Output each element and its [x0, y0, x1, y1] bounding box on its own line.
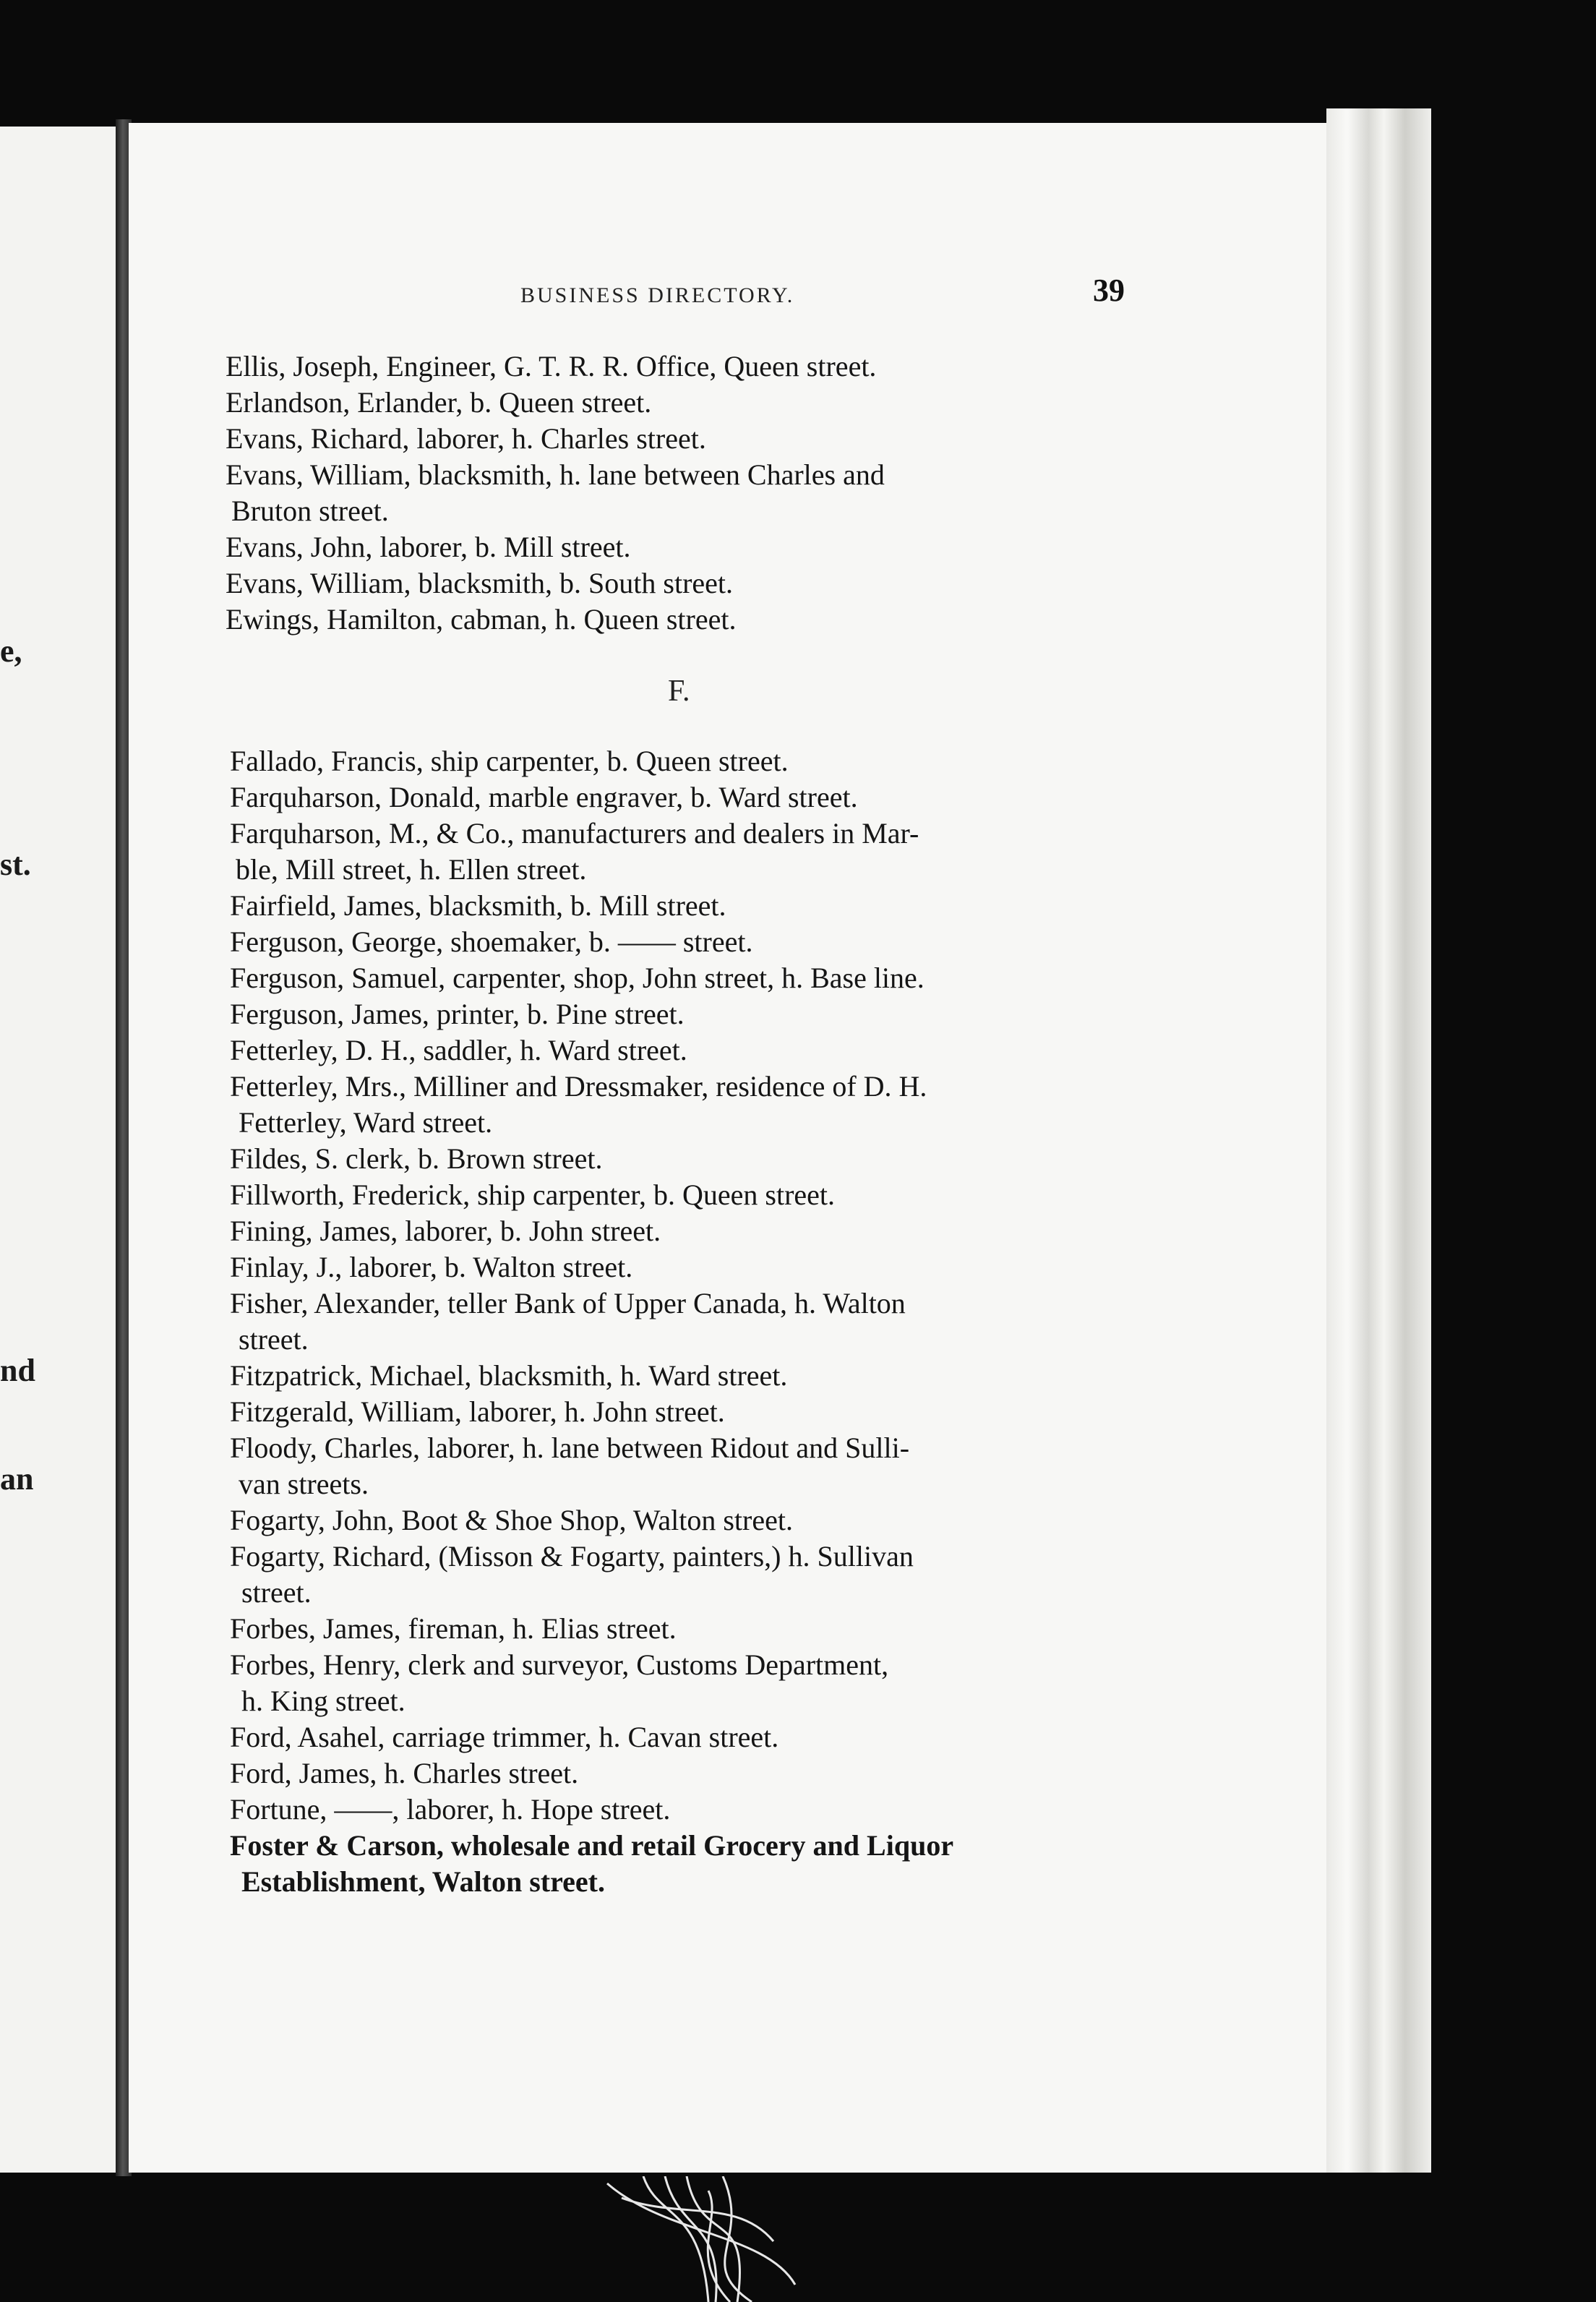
thread-decoration [535, 2176, 911, 2302]
left-page-fragment: an [0, 1461, 34, 1497]
directory-entry: Floody, Charles, laborer, h. lane between Ridout and Sulli- [230, 1432, 910, 1464]
directory-entry: Ferguson, James, printer, b. Pine street. [230, 998, 685, 1030]
directory-entry: Forbes, James, fireman, h. Elias street. [230, 1612, 677, 1645]
directory-entry: Evans, John, laborer, b. Mill street. [226, 531, 631, 563]
directory-entry: Ewings, Hamilton, cabman, h. Queen street. [226, 603, 737, 636]
directory-entry: Fogarty, John, Boot & Shoe Shop, Walton street. [230, 1504, 793, 1536]
left-page-fragment: nd [0, 1353, 35, 1388]
directory-entry: Finlay, J., laborer, b. Walton street. [230, 1251, 633, 1283]
directory-entry: Ferguson, Samuel, carpenter, shop, John street, h. Base line. [230, 962, 924, 994]
directory-entry-continuation: street. [241, 1576, 312, 1609]
directory-entry: Fortune, ——, laborer, h. Hope street. [230, 1793, 671, 1826]
directory-entry: Fitzgerald, William, laborer, h. John street. [230, 1395, 725, 1428]
directory-entry: Fillworth, Frederick, ship carpenter, b. Queen street. [230, 1178, 836, 1211]
directory-entry: Ellis, Joseph, Engineer, G. T. R. R. Office, Queen street. [226, 350, 877, 382]
running-header: BUSINESS DIRECTORY. [520, 283, 795, 307]
left-page-fragment: st. [0, 847, 31, 882]
left-page-fragment: e, [0, 633, 22, 669]
directory-entry-continuation: street. [239, 1323, 309, 1356]
directory-entry-continuation: h. King street. [241, 1685, 406, 1717]
directory-entry: Fining, James, laborer, b. John street. [230, 1215, 661, 1247]
directory-entry: Fetterley, D. H., saddler, h. Ward street. [230, 1034, 687, 1066]
directory-entry: Ferguson, George, shoemaker, b. —— street. [230, 925, 753, 958]
directory-entry-continuation: ble, Mill street, h. Ellen street. [236, 853, 587, 886]
directory-entry: Fairfield, James, blacksmith, b. Mill street. [230, 889, 726, 922]
page-number: 39 [1093, 273, 1125, 308]
directory-entry: Fallado, Francis, ship carpenter, b. Queen street. [230, 745, 789, 777]
directory-entry: Farquharson, Donald, marble engraver, b. Ward street. [230, 781, 858, 813]
directory-entry: Ford, James, h. Charles street. [230, 1757, 579, 1789]
directory-entry: Fetterley, Mrs., Milliner and Dressmaker, residence of D. H. [230, 1070, 927, 1103]
directory-entry-continuation: Establishment, Walton street. [241, 1865, 605, 1898]
directory-entry: Foster & Carson, wholesale and retail Grocery and Liquor [230, 1829, 954, 1862]
left-page [0, 127, 116, 2173]
directory-entry: Fogarty, Richard, (Misson & Fogarty, painters,) h. Sullivan [230, 1540, 914, 1573]
directory-entry-continuation: Bruton street. [231, 495, 389, 527]
directory-entry: Evans, William, blacksmith, b. South street. [226, 567, 734, 599]
directory-entry: Ford, Asahel, carriage trimmer, h. Cavan street. [230, 1721, 779, 1753]
directory-entry: Farquharson, M., & Co., manufacturers and dealers in Mar- [230, 817, 919, 850]
directory-entry-continuation: Fetterley, Ward street. [239, 1106, 493, 1139]
directory-entry: Forbes, Henry, clerk and surveyor, Customs Department, [230, 1648, 889, 1681]
directory-entry: Fildes, S. clerk, b. Brown street. [230, 1142, 603, 1175]
directory-entry: Evans, William, blacksmith, h. lane between Charles and [226, 458, 885, 491]
directory-entry-continuation: van streets. [239, 1468, 369, 1500]
section-letter: F. [668, 675, 690, 708]
directory-entry: Evans, Richard, laborer, h. Charles street. [226, 422, 706, 455]
directory-entry: Fisher, Alexander, teller Bank of Upper Canada, h. Walton [230, 1287, 906, 1319]
directory-entry: Fitzpatrick, Michael, blacksmith, h. Ward street. [230, 1359, 788, 1392]
directory-entry: Erlandson, Erlander, b. Queen street. [226, 386, 652, 419]
